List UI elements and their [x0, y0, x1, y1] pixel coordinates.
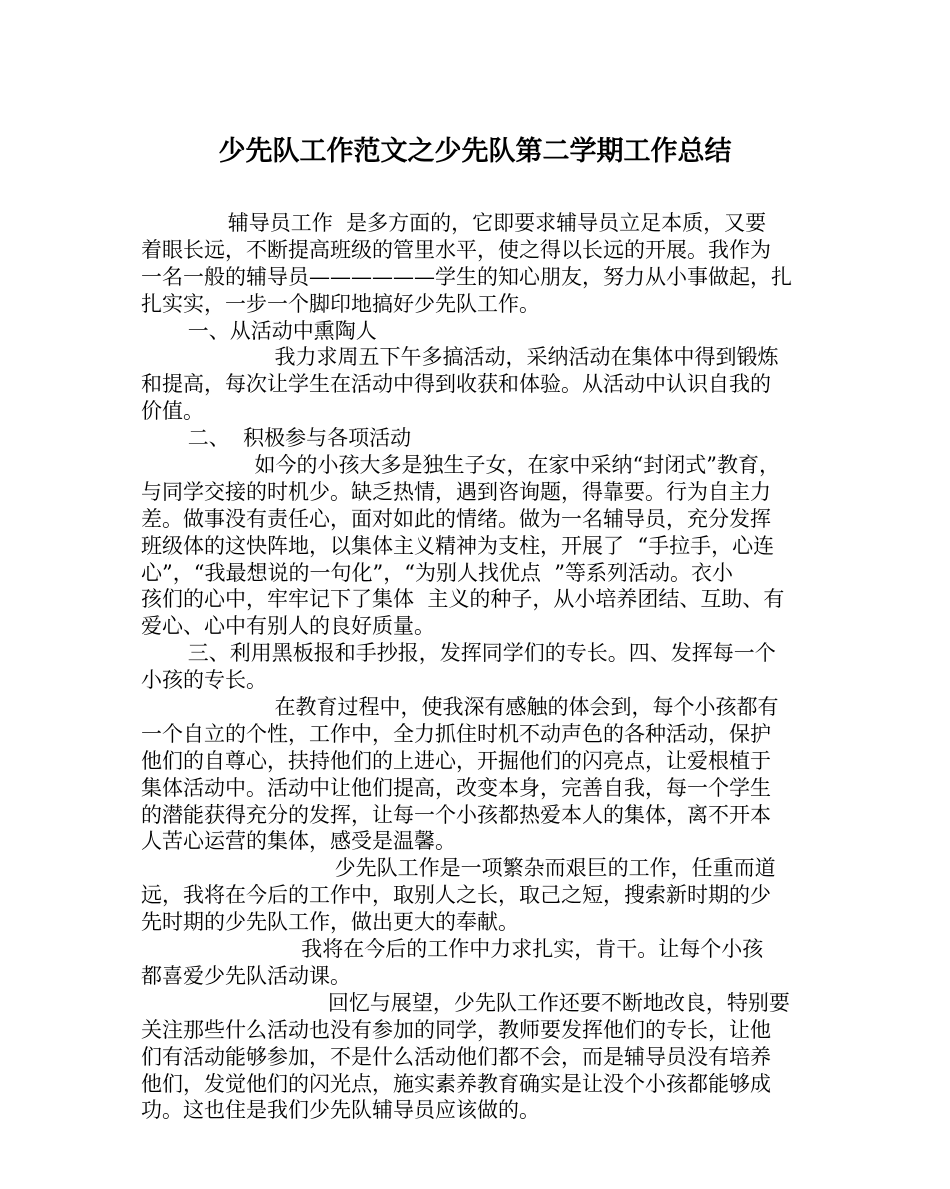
body-line: 爱心、心中有别人的良好质量。: [141, 614, 435, 639]
body-line: 回忆与展望，少先队工作还要不断地改良，特别要: [141, 990, 790, 1015]
body-line: 一、从活动中熏陶人: [141, 318, 377, 343]
body-line: 和提高，每次让学生在活动中得到收获和体验。从活动中认识自我的: [141, 372, 771, 397]
body-line: 班级体的这快阵地，以集体主义精神为支柱，开展了 “手拉手，心连: [141, 533, 775, 558]
document-body: [141, 210, 817, 1124]
body-line: 功。这也住是我们少先队辅导员应该做的。: [141, 1098, 540, 1123]
body-line: 孩们的心中，牢牢记下了集体 主义的种子，从小培养团结、互助、有: [141, 587, 785, 612]
body-line: 在教育过程中，使我深有感触的体会到，每个小孩都有: [141, 695, 779, 720]
body-line: 人苦心运营的集体，感受是温馨。: [141, 829, 456, 854]
document-title: 少先队工作范文之少先队第二学期工作总结: [218, 136, 732, 167]
body-line: 他们，发觉他们的闪光点，施实素养教育确实是让没个小孩都能够成: [141, 1071, 771, 1096]
body-line: 心”，“我最想说的一句化”，“为别人找优点 ”等系列活动。衣小: [141, 560, 734, 585]
body-line: 集体活动中。活动中让他们提高，改变本身，完善自我，每一个学生: [141, 775, 771, 800]
body-line: 我力求周五下午多搞活动，采纳活动在集体中得到锻炼: [141, 345, 779, 370]
body-line: 他们的自尊心，扶持他们的上进心，开掘他们的闪亮点，让爱根植于: [141, 748, 771, 773]
body-line: 价值。: [141, 399, 204, 424]
body-line: 二、 积极参与各项活动: [141, 426, 412, 451]
body-line: 一名一般的辅导员——————学生的知心朋友，努力从小事做起，扎: [141, 264, 792, 289]
body-line: 差。做事没有责任心，面对如此的情绪。做为一名辅导员，充分发挥: [141, 506, 771, 531]
body-line: 先时期的少先队工作，做出更大的奉献。: [141, 910, 519, 935]
body-line: 们有活动能够参加，不是什么活动他们都不会，而是辅导员没有培养: [141, 1044, 771, 1069]
body-line: 如今的小孩大多是独生子女，在家中采纳“封闭式”教育，: [141, 453, 780, 478]
body-line: 我将在今后的工作中力求扎实，肯干。让每个小孩: [141, 937, 764, 962]
body-line: 都喜爱少先队活动课。: [141, 963, 351, 988]
body-line: 关注那些什么活动也没有参加的同学，教师要发挥他们的专长，让他: [141, 1017, 771, 1042]
body-line: 小孩的专长。: [141, 668, 267, 693]
body-line: 辅导员工作 是多方面的，它即要求辅导员立足本质，又要: [141, 211, 767, 235]
body-line: 扎实实，一步一个脚印地搞好少先队工作。: [141, 291, 540, 316]
body-line: 着眼长远，不断提高班级的管里水平，使之得以长远的开展。我作为: [141, 237, 771, 262]
body-line: 少先队工作是一项繁杂而艰巨的工作，任重而道: [141, 856, 776, 881]
body-line: 一个自立的个性，工作中，全力抓住时机不动声色的各种活动，保护: [141, 721, 771, 746]
body-line: 的潜能获得充分的发挥，让每一个小孩都热爱本人的集体，离不开本: [141, 802, 771, 827]
body-line: 三、利用黑板报和手抄报，发挥同学们的专长。四、发挥每一个: [141, 641, 776, 666]
body-line: 与同学交接的时机少。缺乏热情，遇到咨询题，得靠要。行为自主力: [141, 479, 771, 504]
body-line: 远，我将在今后的工作中，取别人之长，取己之短，搜索新时期的少: [141, 883, 771, 908]
